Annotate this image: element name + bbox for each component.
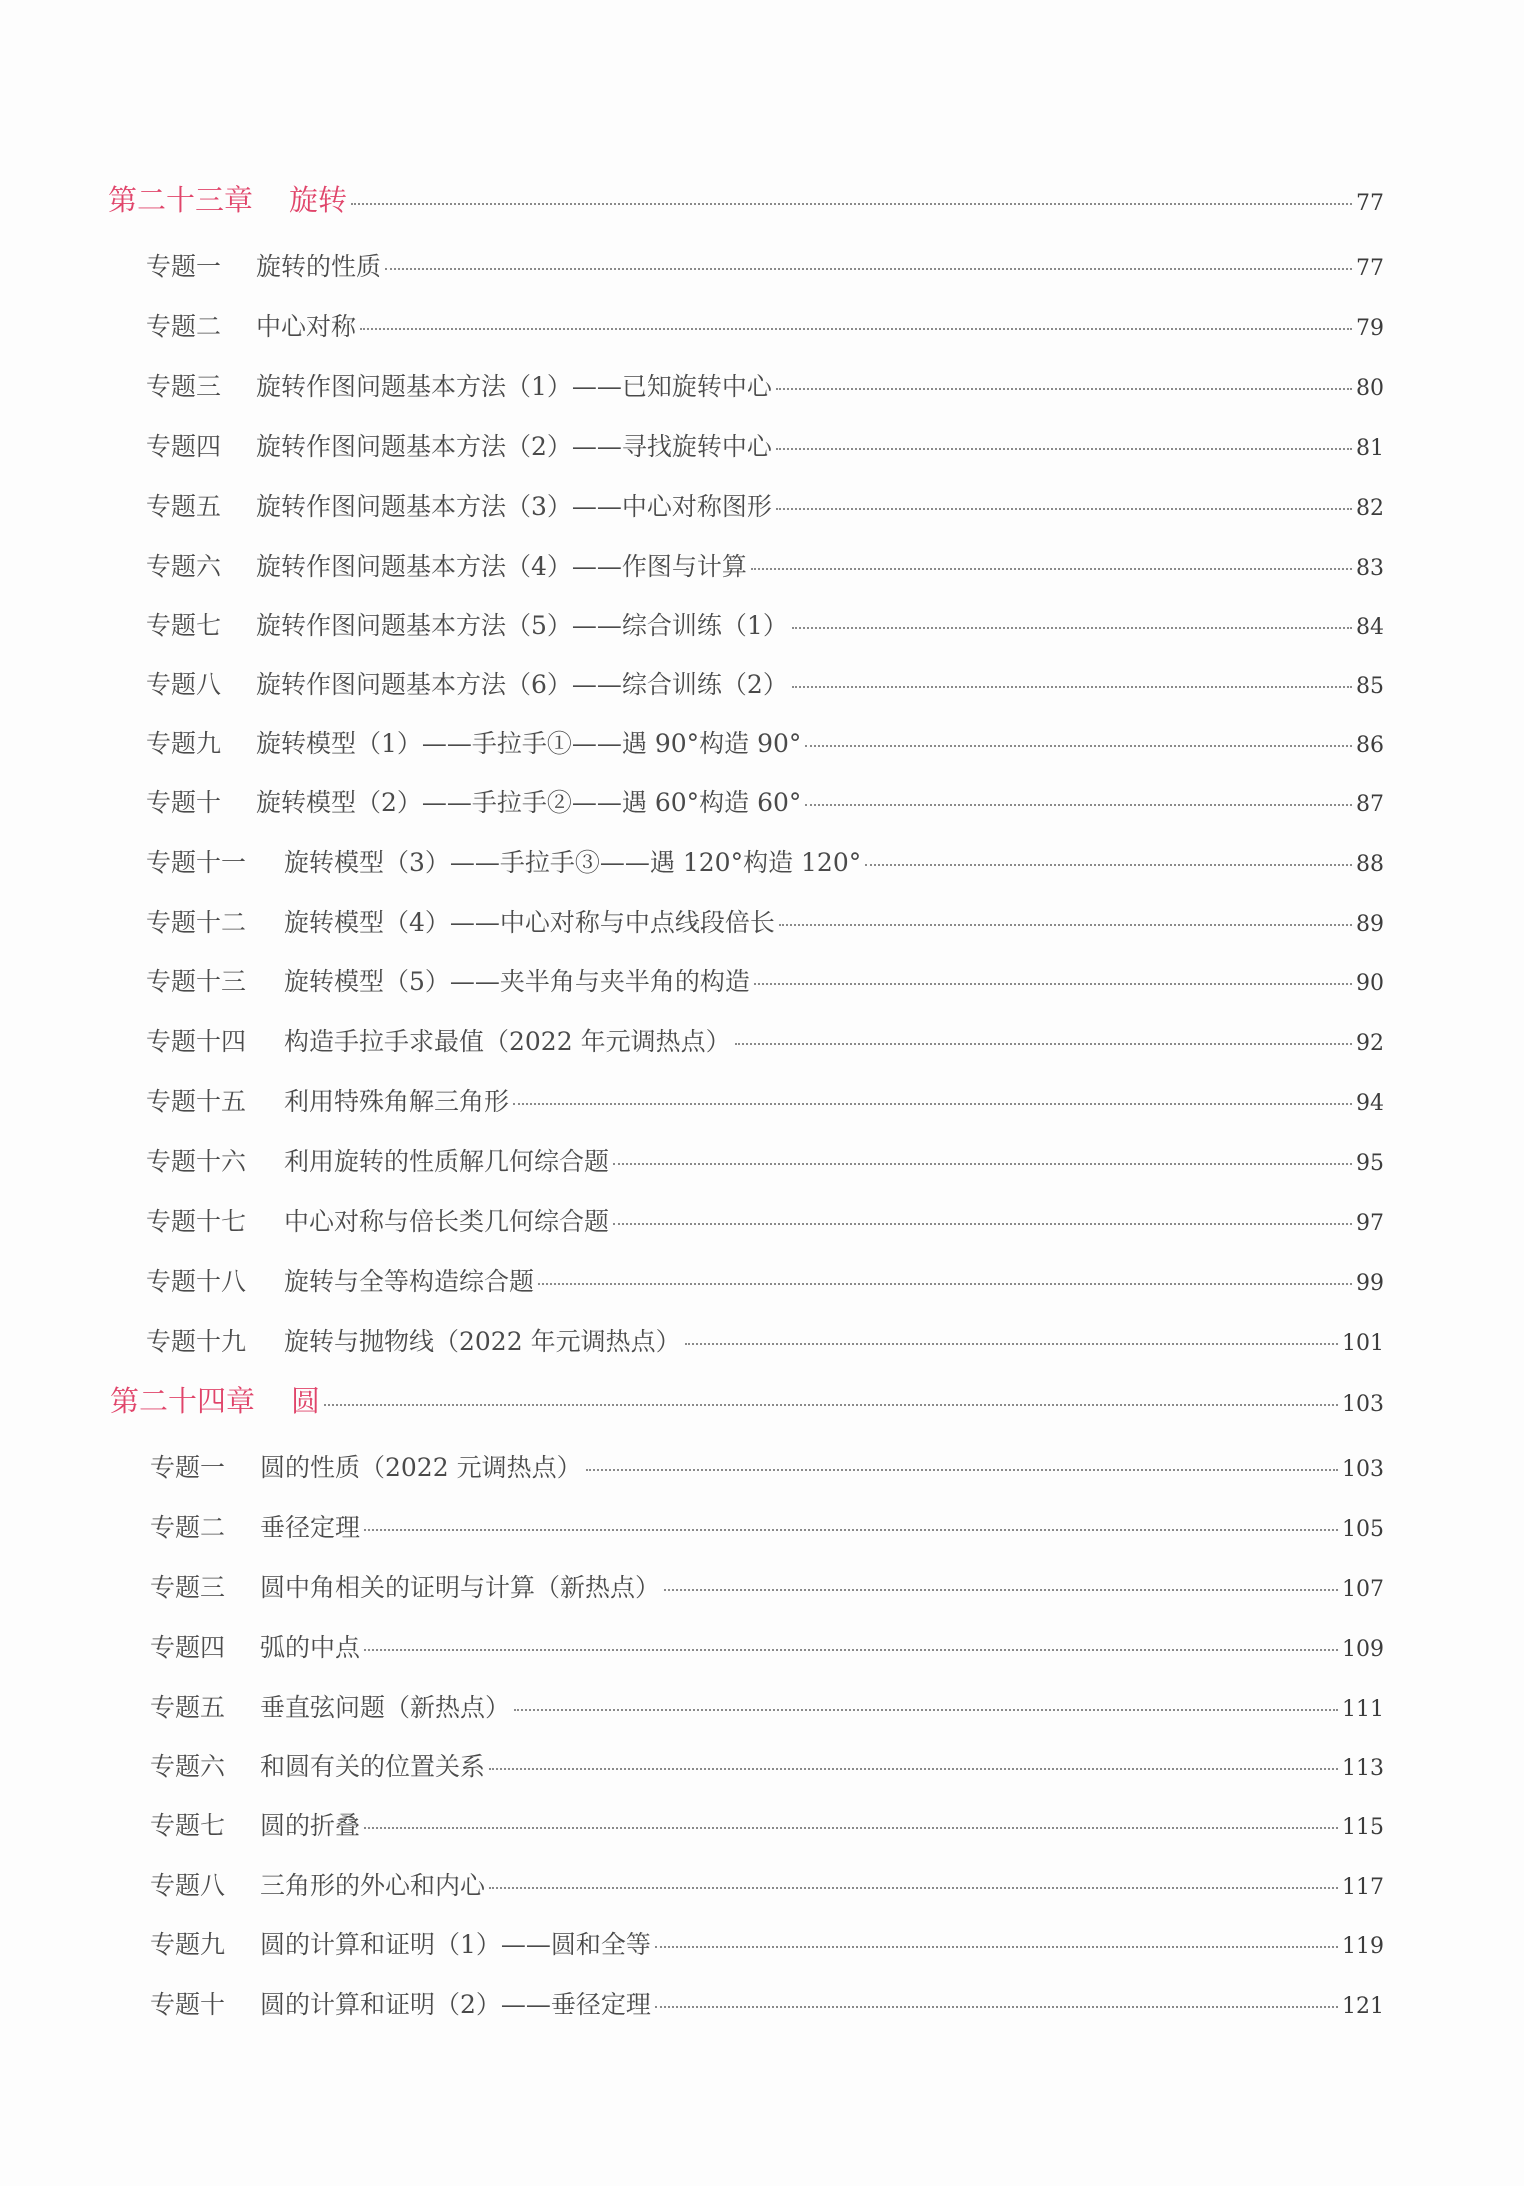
topic-number: 专题三 [150, 1573, 226, 1602]
page-number: 81 [1356, 436, 1384, 461]
topic-number: 专题十八 [146, 1267, 247, 1296]
toc-entry[interactable] [150, 1448, 1384, 1484]
page-number: 95 [1356, 1151, 1384, 1176]
dot-leader [805, 804, 1352, 806]
dot-leader [364, 1649, 1338, 1651]
toc-entry[interactable] [150, 1568, 1384, 1604]
chapter-title: 圆 [291, 1384, 321, 1418]
page-number: 77 [1356, 191, 1384, 216]
page-number: 101 [1342, 1331, 1384, 1356]
chapter-heading[interactable] [108, 178, 1384, 219]
topic-number: 专题四 [150, 1633, 226, 1662]
topic-number: 专题十 [146, 788, 222, 817]
toc-entry[interactable] [146, 724, 1384, 760]
toc-entry[interactable] [146, 547, 1384, 583]
page-number: 77 [1356, 256, 1384, 281]
topic-title: 圆的计算和证明（2）——垂径定理 [260, 1990, 651, 2019]
topic-number: 专题十 [150, 1990, 226, 2019]
dot-leader [865, 864, 1352, 866]
dot-leader [655, 1946, 1338, 1948]
toc-entry[interactable] [146, 843, 1384, 879]
dot-leader [751, 568, 1352, 570]
topic-title: 旋转作图问题基本方法（1）——已知旋转中心 [256, 372, 772, 401]
dot-leader [385, 268, 1352, 270]
page-number: 94 [1356, 1091, 1384, 1116]
topic-number: 专题七 [146, 611, 222, 640]
topic-number: 专题十二 [146, 908, 247, 937]
topic-title: 旋转模型（2）——手拉手②——遇 60°构造 60° [256, 788, 802, 817]
dot-leader [779, 924, 1352, 926]
topic-title: 圆的折叠 [260, 1811, 361, 1840]
topic-title: 和圆有关的位置关系 [260, 1752, 486, 1781]
topic-title: 旋转模型（4）——中心对称与中点线段倍长 [284, 908, 775, 937]
page-number: 88 [1356, 852, 1384, 877]
dot-leader [513, 1103, 1352, 1105]
dot-leader [489, 1768, 1338, 1770]
toc-entry[interactable] [146, 247, 1384, 283]
topic-number: 专题八 [150, 1871, 226, 1900]
chapter-number: 第二十四章 [110, 1384, 256, 1418]
topic-title: 弧的中点 [260, 1633, 361, 1662]
page-number: 103 [1342, 1392, 1384, 1417]
page-number: 117 [1342, 1875, 1384, 1900]
topic-title: 旋转作图问题基本方法（6）——综合训练（2） [256, 670, 788, 699]
topic-title: 旋转的性质 [256, 252, 382, 281]
toc-entry[interactable] [146, 783, 1384, 819]
page-number: 89 [1356, 912, 1384, 937]
topic-number: 专题二 [150, 1513, 226, 1542]
topic-number: 专题五 [146, 492, 222, 521]
toc-entry[interactable] [150, 1628, 1384, 1664]
topic-title: 旋转作图问题基本方法（2）——寻找旋转中心 [256, 432, 772, 461]
topic-number: 专题六 [146, 552, 222, 581]
dot-leader [754, 983, 1352, 985]
topic-title: 垂径定理 [260, 1513, 361, 1542]
dot-leader [613, 1163, 1352, 1165]
topic-number: 专题七 [150, 1811, 226, 1840]
topic-number: 专题九 [150, 1930, 226, 1959]
topic-title: 旋转作图问题基本方法（4）——作图与计算 [256, 552, 747, 581]
topic-number: 专题十七 [146, 1207, 247, 1236]
page-number: 82 [1356, 496, 1384, 521]
dot-leader [664, 1589, 1338, 1591]
dot-leader [489, 1887, 1338, 1889]
topic-title: 旋转模型（1）——手拉手①——遇 90°构造 90° [256, 729, 802, 758]
topic-number: 专题十三 [146, 967, 247, 996]
toc-entry[interactable] [150, 1985, 1384, 2021]
toc-entry[interactable] [150, 1925, 1384, 1961]
topic-title: 旋转模型（3）——手拉手③——遇 120°构造 120° [284, 848, 862, 877]
dot-leader [776, 388, 1352, 390]
topic-title: 旋转作图问题基本方法（3）——中心对称图形 [256, 492, 772, 521]
topic-number: 专题五 [150, 1693, 226, 1722]
dot-leader [364, 1827, 1338, 1829]
page-number: 85 [1356, 674, 1384, 699]
toc-entry[interactable] [146, 1022, 1384, 1058]
page-number: 79 [1356, 316, 1384, 341]
toc-entry[interactable] [146, 487, 1384, 523]
page-number: 97 [1356, 1211, 1384, 1236]
dot-leader [805, 745, 1352, 747]
topic-number: 专题十九 [146, 1327, 247, 1356]
dot-leader [514, 1709, 1338, 1711]
dot-leader [685, 1343, 1338, 1345]
dot-leader [655, 2006, 1338, 2008]
topic-title: 圆中角相关的证明与计算（新热点） [260, 1573, 661, 1602]
page-number: 80 [1356, 376, 1384, 401]
chapter-number: 第二十三章 [108, 183, 254, 217]
page-number: 86 [1356, 733, 1384, 758]
dot-leader [613, 1223, 1352, 1225]
toc-entry[interactable] [150, 1747, 1384, 1783]
dot-leader [364, 1529, 1338, 1531]
page-number: 121 [1342, 1994, 1384, 2019]
dot-leader [324, 1404, 1338, 1406]
dot-leader [792, 627, 1352, 629]
page-number: 92 [1356, 1031, 1384, 1056]
toc-entry[interactable] [150, 1688, 1384, 1724]
toc-entry[interactable] [146, 962, 1384, 998]
topic-number: 专题三 [146, 372, 222, 401]
page-number: 105 [1342, 1517, 1384, 1542]
page-number: 111 [1342, 1697, 1384, 1722]
topic-title: 利用旋转的性质解几何综合题 [284, 1147, 610, 1176]
topic-number: 专题六 [150, 1752, 226, 1781]
topic-title: 构造手拉手求最值（2022 年元调热点） [284, 1027, 731, 1056]
topic-number: 专题八 [146, 670, 222, 699]
page-number: 83 [1356, 556, 1384, 581]
page-number: 119 [1342, 1934, 1384, 1959]
topic-title: 垂直弦问题（新热点） [260, 1693, 511, 1722]
topic-title: 旋转模型（5）——夹半角与夹半角的构造 [284, 967, 750, 996]
toc-entry[interactable] [146, 307, 1384, 343]
chapter-title: 旋转 [289, 183, 348, 217]
page-number: 107 [1342, 1577, 1384, 1602]
page-number: 99 [1356, 1271, 1384, 1296]
topic-number: 专题十一 [146, 848, 247, 877]
toc-entry[interactable] [146, 427, 1384, 463]
page-number: 87 [1356, 792, 1384, 817]
dot-leader [586, 1469, 1338, 1471]
toc-entry[interactable] [146, 1082, 1384, 1118]
toc-entry[interactable] [146, 1142, 1384, 1178]
topic-title: 圆的计算和证明（1）——圆和全等 [260, 1930, 651, 1959]
toc-entry[interactable] [146, 665, 1384, 701]
page-number: 109 [1342, 1637, 1384, 1662]
topic-number: 专题四 [146, 432, 222, 461]
topic-title: 三角形的外心和内心 [260, 1871, 486, 1900]
topic-number: 专题一 [146, 252, 222, 281]
toc-entry[interactable] [146, 1262, 1384, 1298]
toc-entry[interactable] [150, 1508, 1384, 1544]
page-number: 103 [1342, 1457, 1384, 1482]
topic-title: 旋转与全等构造综合题 [284, 1267, 535, 1296]
toc-entry[interactable] [150, 1866, 1384, 1902]
dot-leader [735, 1043, 1352, 1045]
dot-leader [792, 686, 1352, 688]
topic-title: 中心对称与倍长类几何综合题 [284, 1207, 610, 1236]
topic-title: 圆的性质（2022 元调热点） [260, 1453, 582, 1482]
topic-title: 旋转作图问题基本方法（5）——综合训练（1） [256, 611, 788, 640]
toc-entry[interactable] [150, 1806, 1384, 1842]
page-number: 84 [1356, 615, 1384, 640]
toc-entry[interactable] [146, 1202, 1384, 1238]
topic-title: 利用特殊角解三角形 [284, 1087, 510, 1116]
topic-number: 专题十四 [146, 1027, 247, 1056]
dot-leader [776, 508, 1352, 510]
toc-entry[interactable] [146, 606, 1384, 642]
topic-number: 专题九 [146, 729, 222, 758]
dot-leader [776, 448, 1352, 450]
toc-entry[interactable] [146, 903, 1384, 939]
topic-number: 专题十六 [146, 1147, 247, 1176]
toc-entry[interactable] [146, 367, 1384, 403]
chapter-heading[interactable] [110, 1379, 1384, 1420]
dot-leader [351, 203, 1352, 205]
topic-title: 中心对称 [256, 312, 357, 341]
topic-number: 专题一 [150, 1453, 226, 1482]
page-number: 90 [1356, 971, 1384, 996]
dot-leader [538, 1283, 1352, 1285]
topic-number: 专题二 [146, 312, 222, 341]
dot-leader [360, 328, 1352, 330]
topic-number: 专题十五 [146, 1087, 247, 1116]
toc-entry[interactable] [146, 1322, 1384, 1358]
page-number: 115 [1342, 1815, 1384, 1840]
page-number: 113 [1342, 1756, 1384, 1781]
topic-title: 旋转与抛物线（2022 年元调热点） [284, 1327, 681, 1356]
